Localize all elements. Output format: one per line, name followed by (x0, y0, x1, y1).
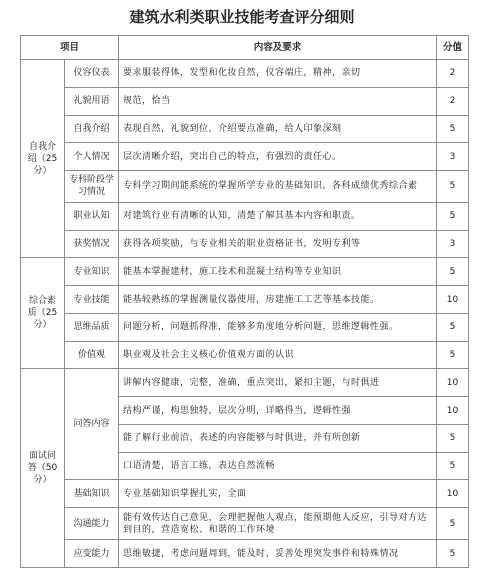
content-cell: 讲解内容健康，完整，准确，重点突出，紧扣主题，与时俱进 (119, 369, 437, 397)
table-row (21, 87, 469, 115)
scoring-table (20, 35, 469, 568)
subitem-cell: 获奖情况 (65, 230, 119, 258)
score-cell: 5 (437, 171, 469, 203)
content-cell: 问题分析，问题抓得准，能够多角度地分析问题，思维逻辑性强。 (119, 313, 437, 341)
table-row (21, 60, 469, 88)
document-title: 建筑水利类职业技能考查评分细则 (129, 8, 355, 26)
score-cell: 5 (437, 452, 469, 480)
category-cell: 面试问答（50分） (21, 369, 65, 568)
content-cell: 思维敏捷，考虑问题周到，能及时、妥善处理突发事件和特殊情况 (119, 540, 437, 568)
score-cell: 10 (437, 369, 469, 397)
category-cell: 自我介绍（25分） (21, 60, 65, 258)
score-cell: 10 (437, 286, 469, 314)
content-cell: 结构严谨，构思独特，层次分明，详略得当，逻辑性强 (119, 397, 437, 425)
score-cell: 5 (437, 258, 469, 286)
score-cell: 3 (437, 230, 469, 258)
subitem-cell: 个人情况 (65, 143, 119, 171)
content-cell: 专科学习期间能系统的掌握所学专业的基础知识，各科成绩优秀综合素 (119, 171, 437, 203)
subitem-cell: 专业技能 (65, 286, 119, 314)
content-cell: 能了解行业前沿，表述的内容能够与时俱进，并有所创新 (119, 424, 437, 452)
subitem-cell: 礼貌用语 (65, 87, 119, 115)
content-cell: 能基较熟练的掌握测量仪器使用，房建施工工艺等基本技能。 (119, 286, 437, 314)
score-cell: 5 (437, 341, 469, 369)
score-cell: 5 (437, 202, 469, 230)
category-cell: 综合素质（25分） (21, 258, 65, 369)
table-row (21, 143, 469, 171)
table-row (21, 230, 469, 258)
header-content: 内容及要求 (119, 36, 437, 60)
content-cell: 要求服装得体，发型和化妆自然，仪容端庄，精神，亲切 (119, 60, 437, 88)
content-cell: 职业观及社会主义核心价值观方面的认识 (119, 341, 437, 369)
content-cell: 口语清楚，语言工练，表达自然流畅 (119, 452, 437, 480)
subitem-cell: 职业认知 (65, 202, 119, 230)
score-cell: 10 (437, 480, 469, 508)
content-cell: 能基本掌握建材，施工技术和混凝土结构等专业知识 (119, 258, 437, 286)
score-cell: 5 (437, 313, 469, 341)
content-cell: 层次清晰介绍，突出自己的特点，有强烈的责任心。 (119, 143, 437, 171)
header-item: 项目 (21, 36, 119, 60)
subitem-cell: 沟通能力 (65, 508, 119, 540)
subitem-cell: 基础知识 (65, 480, 119, 508)
table-row (21, 171, 469, 203)
table-row (21, 202, 469, 230)
subitem-cell: 专科阶段学习情况 (65, 171, 119, 203)
score-cell: 10 (437, 397, 469, 425)
subitem-cell: 仪容仪表 (65, 60, 119, 88)
score-cell: 3 (437, 143, 469, 171)
score-cell: 2 (437, 87, 469, 115)
content-cell: 对建筑行业有清晰的认知，清楚了解其基本内容和职责。 (119, 202, 437, 230)
header-score: 分值 (437, 36, 469, 60)
subitem-cell: 自我介绍 (65, 115, 119, 143)
content-cell: 专业基础知识掌握扎实，全面 (119, 480, 437, 508)
score-cell: 2 (437, 60, 469, 88)
table-row (21, 313, 469, 341)
table-row (21, 508, 469, 540)
table-row (21, 341, 469, 369)
score-cell: 5 (437, 508, 469, 540)
subitem-cell: 思维品质 (65, 313, 119, 341)
content-cell: 规范，恰当 (119, 87, 437, 115)
score-cell: 5 (437, 115, 469, 143)
subitem-cell: 应变能力 (65, 540, 119, 568)
content-cell: 能有效传达自己意见，会理把握他人观点，能预期他人反应，引导对方达到目的，营造宽松、和谐的工作环境 (119, 508, 437, 540)
table-row (21, 258, 469, 286)
subitem-cell: 问答内容 (65, 369, 119, 480)
score-cell: 5 (437, 424, 469, 452)
table-row (21, 480, 469, 508)
content-cell: 表现自然，礼貌到位，介绍要点准确，给人印象深刻 (119, 115, 437, 143)
table-row (21, 369, 469, 397)
table-row (21, 286, 469, 314)
subitem-cell: 专业知识 (65, 258, 119, 286)
subitem-cell: 价值观 (65, 341, 119, 369)
content-cell: 获得各项奖励，与专业相关的职业资格证书，发明专利等 (119, 230, 437, 258)
score-cell: 5 (437, 540, 469, 568)
table-row (21, 540, 469, 568)
table-header-row (21, 36, 469, 60)
table-row (21, 115, 469, 143)
